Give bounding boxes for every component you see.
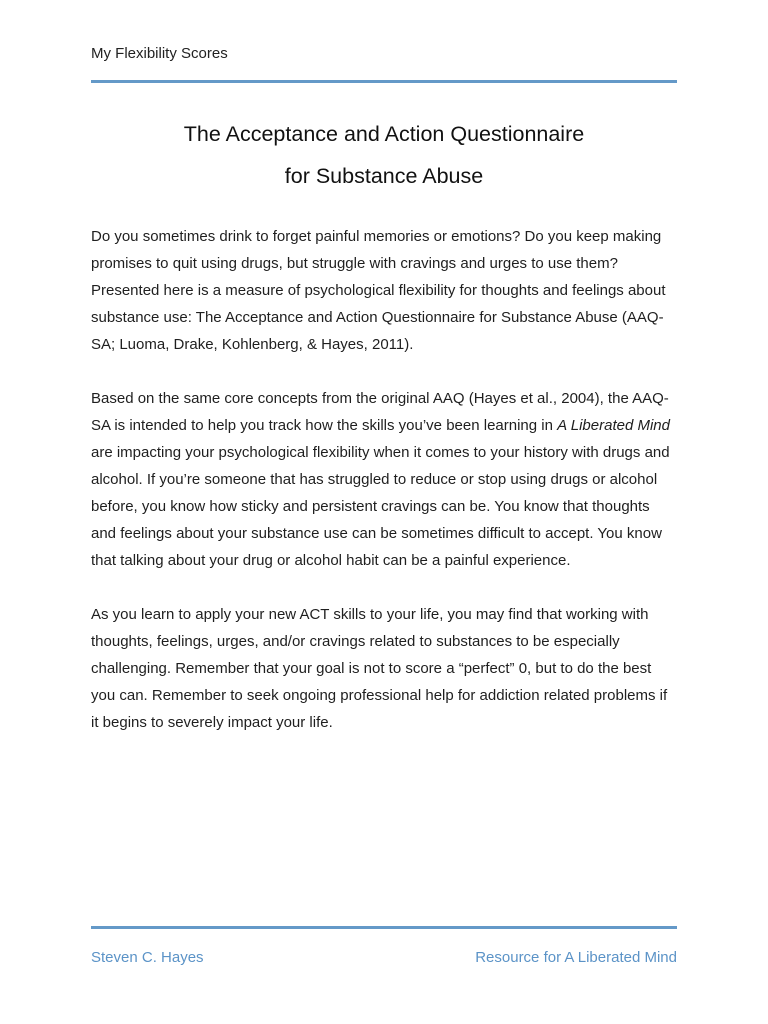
header-divider	[91, 80, 677, 83]
text-line: and feelings about your substance use can be sometimes difficult to accept. You know	[91, 525, 662, 542]
text-segment: SA is intended to help you track how the skills you’ve been learning in	[91, 417, 558, 434]
text-line: you can. Remember to seek ongoing professional help for addiction related problems if	[91, 687, 668, 704]
body-text	[91, 223, 677, 763]
text-line: Presented here is a measure of psychological flexibility for thoughts and feelings about	[91, 282, 666, 299]
text-line: Based on the same core concepts from the original AAQ (Hayes et al., 2004), the AAQ-	[91, 390, 669, 407]
text-line: promises to quit using drugs, but struggle with cravings and urges to use them?	[91, 255, 618, 272]
footer-resource: Resource for A Liberated Mind	[475, 949, 677, 966]
text-line: substance use: The Acceptance and Action Questionnaire for Substance Abuse (AAQ-	[91, 309, 664, 326]
paragraph-core-concepts	[91, 385, 677, 574]
title-line-2: for Substance Abuse	[284, 164, 484, 188]
footer-divider	[91, 926, 677, 929]
footer-author: Steven C. Hayes	[91, 949, 204, 966]
paragraph-guidance	[91, 601, 677, 736]
text-line-with-book-title	[91, 412, 677, 439]
text-line: Do you sometimes drink to forget painful memories or emotions? Do you keep making	[91, 228, 662, 245]
paragraph-intro	[91, 223, 677, 358]
text-line: that talking about your drug or alcohol habit can be a painful experience.	[91, 552, 571, 569]
text-line: alcohol. If you’re someone that has struggled to reduce or stop using drugs or alcohol	[91, 471, 658, 488]
header-label: My Flexibility Scores	[91, 45, 228, 62]
page-title	[91, 113, 677, 197]
text-line: challenging. Remember that your goal is not to score a “perfect” 0, but to do the best	[91, 660, 652, 677]
text-line: thoughts, feelings, urges, and/or cravings related to substances to be especially	[91, 633, 620, 650]
text-line: As you learn to apply your new ACT skills to your life, you may find that working with	[91, 606, 649, 623]
text-line: are impacting your psychological flexibility when it comes to your history with drugs and	[91, 444, 670, 461]
text-line: before, you know how sticky and persistent cravings can be. You know that thoughts	[91, 498, 650, 515]
book-title: A Liberated Mind	[557, 417, 670, 434]
text-line: it begins to severely impact your life.	[91, 714, 333, 731]
text-line: SA; Luoma, Drake, Kohlenberg, & Hayes, 2011).	[91, 336, 414, 353]
title-line-1: The Acceptance and Action Questionnaire	[183, 122, 585, 146]
